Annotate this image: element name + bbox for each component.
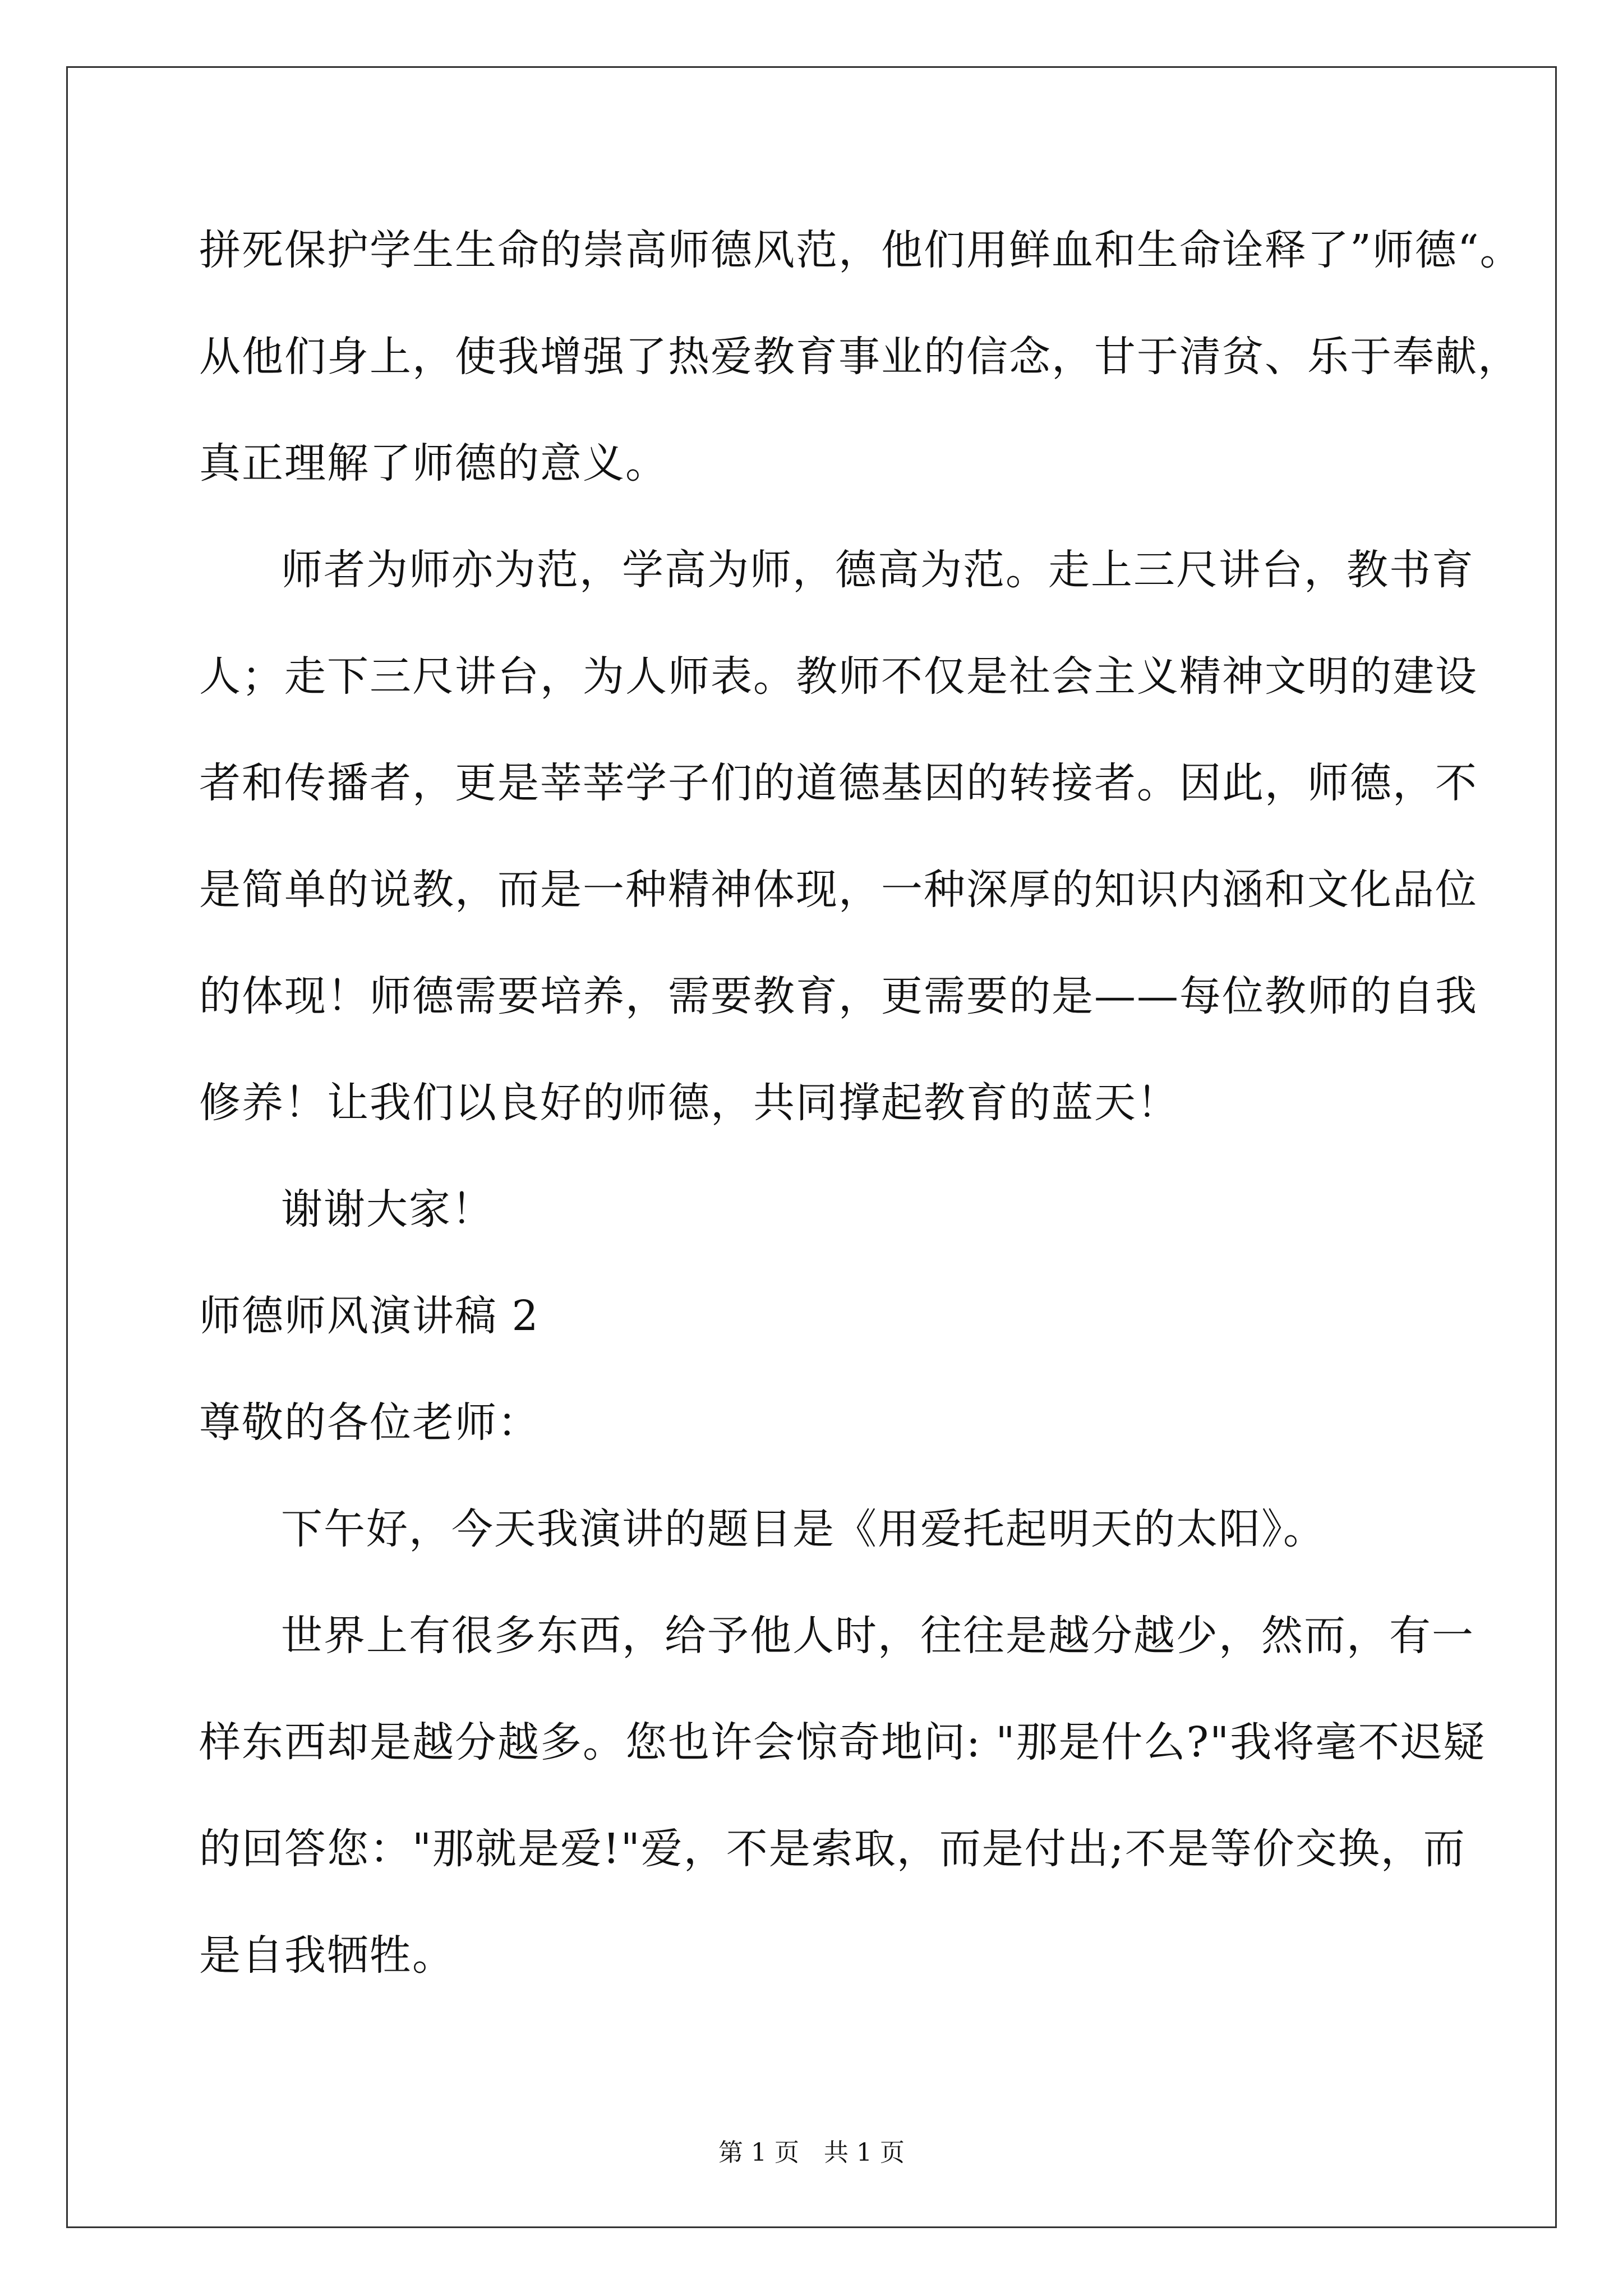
text-line: 真正理解了师德的意义。 [199, 439, 668, 487]
page-number: 第 1 页 [718, 2138, 799, 2167]
closing-line: 谢谢大家！ [281, 1185, 494, 1234]
section-title: 师德师风演讲稿 2 [199, 1292, 540, 1340]
salutation: 尊敬的各位老师： [199, 1398, 540, 1447]
text-line: 者和传播者，更是莘莘学子们的道德基因的转接者。因此，师德，不 [199, 759, 1478, 807]
text-line: 世界上有很多东西，给予他人时，往往是越分越少，然而，有一 [281, 1612, 1474, 1660]
text-line: 师者为师亦为范，学高为师，德高为范。走上三尺讲台，教书育 [281, 546, 1474, 594]
page-total: 共 1 页 [824, 2138, 905, 2167]
text-line: 修养！让我们以良好的师德，共同撑起教育的蓝天！ [199, 1079, 1179, 1127]
text-line: 拼死保护学生生命的崇高师德风范，他们用鲜血和生命诠释了”师德“。 [199, 226, 1523, 274]
text-line: 是自我牺牲。 [199, 1931, 455, 1980]
text-line: 从他们身上，使我增强了热爱教育事业的信念，甘于清贫、乐于奉献， [199, 333, 1520, 381]
text-line: 是简单的说教，而是一种精神体现，一种深厚的知识内涵和文化品位 [199, 866, 1478, 914]
text-line: 的回答您："那就是爱!"爱，不是索取，而是付出;不是等价交换，而 [199, 1825, 1466, 1873]
text-line: 人；走下三尺讲台，为人师表。教师不仅是社会主义精神文明的建设 [199, 652, 1478, 701]
text-line: 下午好，今天我演讲的题目是《用爱托起明天的太阳》。 [281, 1505, 1326, 1553]
page-footer [0, 2136, 1623, 2170]
text-line: 样东西却是越分越多。您也许会惊奇地问: "那是什么?"我将毫不迟疑 [199, 1718, 1486, 1766]
page-border [66, 66, 1557, 2228]
text-line: 的体现！师德需要培养，需要教育，更需要的是——每位教师的自我 [199, 972, 1478, 1020]
